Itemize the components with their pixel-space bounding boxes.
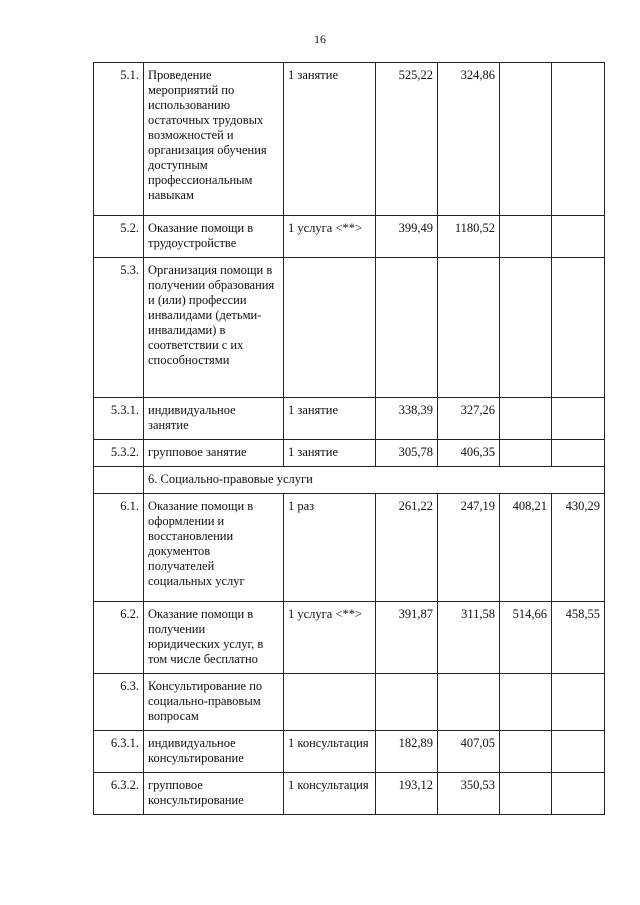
value-4: [552, 258, 605, 398]
value-3: [500, 398, 552, 440]
value-4: 458,55: [552, 602, 605, 674]
service-name: Консультирование по социально-правовым вопросам: [144, 674, 284, 731]
value-4: [552, 216, 605, 258]
value-2: 327,26: [438, 398, 500, 440]
value-1: 391,87: [376, 602, 438, 674]
unit: 1 консультация: [284, 773, 376, 815]
row-number: 6.3.1.: [94, 731, 144, 773]
row-number: 6.2.: [94, 602, 144, 674]
value-1: 399,49: [376, 216, 438, 258]
unit: 1 консультация: [284, 731, 376, 773]
value-1: [376, 258, 438, 398]
value-3: 514,66: [500, 602, 552, 674]
value-4: [552, 731, 605, 773]
table-row: [94, 440, 605, 467]
service-name: Проведение мероприятий по использованию остаточных трудовых возможностей и организация обучения доступным профессиональным навыкам: [144, 63, 284, 216]
row-number: 5.2.: [94, 216, 144, 258]
row-number: 5.3.: [94, 258, 144, 398]
service-name: Оказание помощи в получении юридических услуг, в том числе бесплатно: [144, 602, 284, 674]
value-4: [552, 63, 605, 216]
unit: 1 услуга <**>: [284, 216, 376, 258]
service-name: Организация помощи в получении образования и (или) профессии инвалидами (детьми-инвалидами) в соответствии с их способностями: [144, 258, 284, 398]
value-2: 247,19: [438, 494, 500, 602]
unit: 1 занятие: [284, 63, 376, 216]
row-number: 5.3.1.: [94, 398, 144, 440]
service-name: индивидуальное занятие: [144, 398, 284, 440]
table-row: [94, 602, 605, 674]
value-4: [552, 773, 605, 815]
table-row: [94, 216, 605, 258]
table-row: [94, 773, 605, 815]
table-row: [94, 731, 605, 773]
page-number: 16: [314, 32, 326, 46]
value-2: 324,86: [438, 63, 500, 216]
value-2: [438, 258, 500, 398]
service-name: Оказание помощи в трудоустройстве: [144, 216, 284, 258]
value-2: [438, 674, 500, 731]
value-2: 311,58: [438, 602, 500, 674]
row-number: 6.3.: [94, 674, 144, 731]
value-2: 406,35: [438, 440, 500, 467]
unit: 1 занятие: [284, 440, 376, 467]
table-row: [94, 258, 605, 398]
table-row: [94, 494, 605, 602]
value-1: 338,39: [376, 398, 438, 440]
section-row: [94, 467, 605, 494]
table-row: [94, 674, 605, 731]
row-number: 6.1.: [94, 494, 144, 602]
unit: [284, 674, 376, 731]
section-title: 6. Социально-правовые услуги: [144, 467, 605, 494]
value-3: [500, 731, 552, 773]
unit: 1 занятие: [284, 398, 376, 440]
row-number: 5.1.: [94, 63, 144, 216]
value-2: 1180,52: [438, 216, 500, 258]
table-row: [94, 398, 605, 440]
row-number: 6.3.2.: [94, 773, 144, 815]
value-2: 350,53: [438, 773, 500, 815]
table-row: [94, 63, 605, 216]
unit: 1 раз: [284, 494, 376, 602]
tariff-table: [93, 62, 605, 815]
value-1: 305,78: [376, 440, 438, 467]
value-1: 182,89: [376, 731, 438, 773]
value-3: [500, 258, 552, 398]
value-1: 525,22: [376, 63, 438, 216]
value-1: 193,12: [376, 773, 438, 815]
section-spacer: [94, 467, 144, 494]
value-3: [500, 773, 552, 815]
service-name: групповое занятие: [144, 440, 284, 467]
value-3: [500, 440, 552, 467]
value-4: [552, 440, 605, 467]
value-3: [500, 674, 552, 731]
value-4: [552, 674, 605, 731]
value-4: 430,29: [552, 494, 605, 602]
value-1: [376, 674, 438, 731]
value-1: 261,22: [376, 494, 438, 602]
service-name: групповое консультирование: [144, 773, 284, 815]
value-4: [552, 398, 605, 440]
row-number: 5.3.2.: [94, 440, 144, 467]
value-2: 407,05: [438, 731, 500, 773]
service-name: Оказание помощи в оформлении и восстановлении документов получателей социальных услуг: [144, 494, 284, 602]
unit: [284, 258, 376, 398]
unit: 1 услуга <**>: [284, 602, 376, 674]
service-name: индивидуальное консультирование: [144, 731, 284, 773]
value-3: [500, 63, 552, 216]
value-3: [500, 216, 552, 258]
value-3: 408,21: [500, 494, 552, 602]
